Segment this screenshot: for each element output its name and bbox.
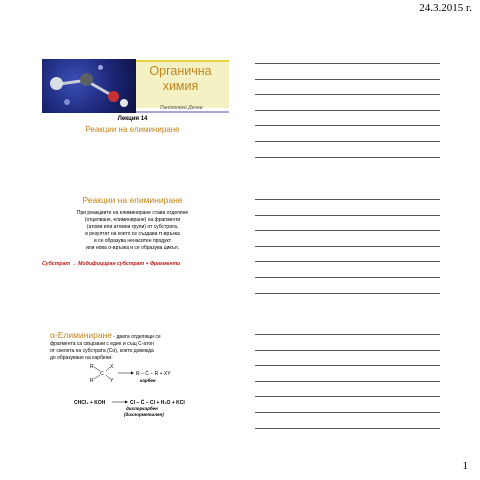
carbene-label: карбен [140, 378, 156, 383]
slide-title: Органична химия [149, 64, 212, 93]
page-number: 1 [462, 460, 468, 472]
reactants: CHCl₃ + KOH [74, 400, 106, 406]
slide-body: При реакциите на елиминиране става отделяне (отцепване, елиминиране) на фрагменти (атоми или атомни групи) от субстрата, в резултат на което се създава π-връзка и се образува ненаситен продукт или нова σ-връзка и се образува цикъл. [76, 210, 189, 251]
slide-heading: α-Елиминиране [50, 330, 113, 340]
products: Cl − C̈ − Cl + H₂O + KCl [130, 400, 185, 406]
r2-label: R [90, 378, 94, 384]
c-label: C [100, 371, 104, 377]
carbene-product: R − C̈ − R + XY [136, 371, 171, 377]
alpha-elimination-text: α-Елиминиране - двата отделящи се фрагмента са свързани с един и същ С-атон от скелета на субстрата (Cα), което довежда до образуване на карбени: [50, 330, 161, 361]
lecture-subtitle: Реакции на елиминиране [85, 125, 180, 134]
slide-2 [30, 185, 235, 318]
slide-3 [30, 320, 235, 453]
y-label: Y [110, 378, 114, 384]
slide-heading: Реакции на елиминиране [82, 195, 183, 205]
author: Пантелеко Денев [160, 105, 203, 111]
notes-lines-3 [255, 334, 440, 443]
lecture-number: Лекция 14 [117, 116, 148, 122]
general-equation: Субстрат → Модифициран субстрат + Фрагменти [42, 261, 181, 267]
notes-lines-1 [255, 63, 440, 172]
r1-label: R [90, 364, 94, 370]
slide-1 [30, 52, 235, 185]
x-label: X [110, 364, 114, 370]
print-date: 24.3.2015 г. [419, 2, 472, 14]
notes-lines-2 [255, 199, 440, 308]
divider [136, 111, 229, 113]
dichlorocarbene-label: дихлоркарбен [126, 406, 158, 411]
dichloromethylene-label: (дихлорметилен) [124, 412, 164, 417]
reaction-scheme [30, 320, 235, 453]
